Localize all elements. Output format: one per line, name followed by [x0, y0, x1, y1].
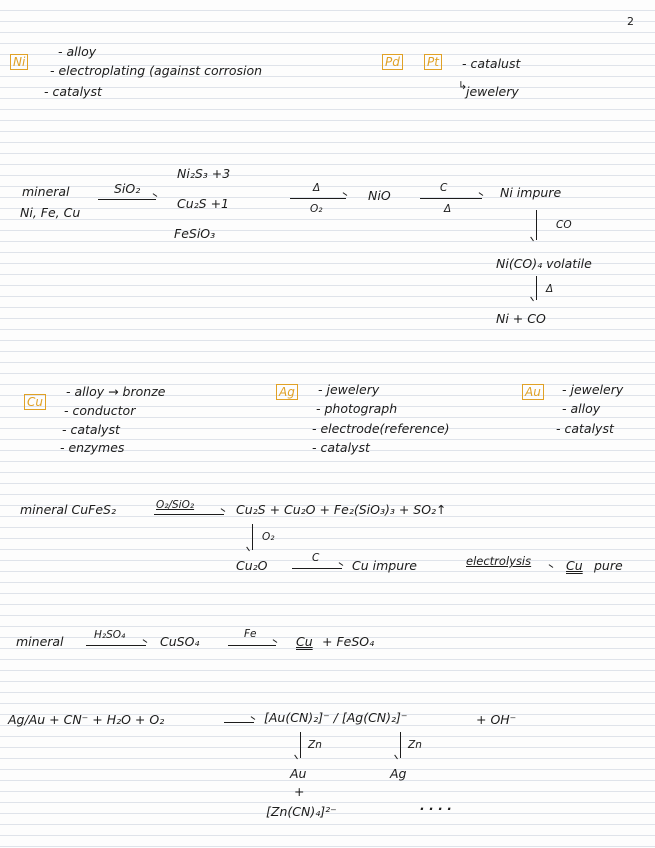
- ag-label-box: Ag: [276, 384, 298, 400]
- cuso4-rest: + FeSO₄: [322, 634, 375, 649]
- cyanide-ag: Ag: [390, 766, 407, 781]
- ni-use-1: - alloy: [58, 44, 97, 59]
- cu-mineral: mineral CuFeS₂: [20, 502, 116, 517]
- ni-arrow-3: [420, 198, 482, 199]
- cu-products: Cu₂S + Cu₂O + Fe₂(SiO₃)₃ + SO₂↑: [236, 502, 447, 517]
- cyanide-varrow-2: [400, 732, 401, 758]
- ni-label-box: Ni: [10, 54, 28, 70]
- ag-use-4: - catalyst: [312, 440, 370, 455]
- ni-product-3: FeSiO₃: [174, 226, 216, 241]
- cu-oxide: Cu₂O: [236, 558, 268, 573]
- ni-mineral-label: mineral: [22, 184, 70, 199]
- cuso4-mineral: mineral: [16, 634, 64, 649]
- cyanide-zn-1: Zn: [308, 739, 322, 751]
- cyanide-reactants: Ag/Au + CN⁻ + H₂O + O₂: [8, 712, 165, 727]
- cu-impure: Cu impure: [352, 558, 417, 573]
- cuso4-arrow-2: [228, 645, 276, 646]
- ni-use-2: - electroplating (against corrosion: [50, 63, 263, 78]
- cyanide-zn-2: Zn: [408, 739, 422, 751]
- cuso4-compound: CuSO₄: [160, 634, 200, 649]
- cuso4-reagent-2: Fe: [244, 628, 257, 640]
- ni-arrow-3-bottom: Δ: [444, 203, 452, 215]
- ni-arrow-2-bottom: O₂: [310, 203, 323, 215]
- cu-reagent: O₂/SiO₂: [156, 499, 195, 511]
- ni-product-2: Cu₂S +1: [177, 196, 229, 211]
- ni-arrow-1: [98, 199, 156, 200]
- page-number: 2: [627, 15, 634, 28]
- ag-use-2: - photograph: [316, 401, 398, 416]
- cyanide-hydroxide: + OH⁻: [476, 712, 517, 727]
- au-use-3: - catalyst: [556, 421, 614, 436]
- ni-use-3: - catalyst: [44, 84, 102, 99]
- cyanide-arrow: [224, 722, 254, 723]
- cu-step-o2: O₂: [262, 531, 275, 543]
- cu-arrow-1: [154, 514, 224, 515]
- cuso4-arrow-1: [86, 645, 146, 646]
- ni-arrow-2: [290, 198, 346, 199]
- ni-reagent-sio2: SiO₂: [114, 181, 141, 196]
- ni-step-co: CO: [556, 219, 572, 231]
- cyanide-ellipsis: . . . .: [420, 798, 453, 813]
- cu-use-2: - conductor: [64, 403, 136, 418]
- pd-label-box: Pd: [382, 54, 403, 70]
- ni-arrow-3-top: C: [440, 182, 448, 194]
- cyanide-complexes: [Au(CN)₂]⁻ / [Ag(CN)₂]⁻: [264, 710, 408, 725]
- ni-impure: Ni impure: [500, 185, 562, 200]
- cu-arrow-2: [292, 568, 342, 569]
- cuso4-reagent-1: H₂SO₄: [94, 629, 126, 641]
- au-use-1: - jewelery: [562, 382, 624, 397]
- pd-pt-use-1: - catalust: [462, 56, 521, 71]
- ni-varrow-co: [536, 210, 537, 240]
- cu-use-1: - alloy → bronze: [66, 384, 166, 399]
- ag-use-1: - jewelery: [318, 382, 380, 397]
- ni-oxide: NiO: [368, 188, 391, 203]
- cuso4-cu: Cu: [296, 634, 313, 649]
- cyanide-plus: +: [294, 784, 305, 799]
- pt-label-box: Pt: [424, 54, 442, 70]
- ag-use-3: - electrode(reference): [312, 421, 450, 436]
- ni-product-1: Ni₂S₃ +3: [177, 166, 231, 181]
- cu-varrow-o2: [252, 524, 253, 550]
- cyanide-zinc-complex: [Zn(CN)₄]²⁻: [266, 804, 337, 819]
- cu-pure-label: pure: [594, 558, 623, 573]
- cyanide-au: Au: [290, 766, 307, 781]
- au-label-box: Au: [522, 384, 544, 400]
- cu-label-box: Cu: [24, 394, 46, 410]
- ni-final-products: Ni + CO: [496, 311, 546, 326]
- pd-pt-use-2: jewelery: [466, 84, 519, 99]
- au-use-2: - alloy: [562, 401, 601, 416]
- cu-use-4: - enzymes: [60, 440, 125, 455]
- cu-arrow-2-top: C: [312, 552, 320, 564]
- ni-varrow-heat: [536, 276, 537, 300]
- ni-arrow-2-top: Δ: [313, 182, 321, 194]
- pd-pt-hook-mark: ↳: [458, 79, 468, 92]
- cu-pure-symbol: Cu: [566, 558, 583, 573]
- cyanide-varrow-1: [300, 732, 301, 758]
- cu-electrolysis: electrolysis: [466, 554, 532, 568]
- ni-ores: Ni, Fe, Cu: [20, 205, 81, 220]
- ni-carbonyl: Ni(CO)₄ volatile: [496, 256, 592, 271]
- cu-use-3: - catalyst: [62, 422, 120, 437]
- ni-step-heat: Δ: [546, 283, 554, 295]
